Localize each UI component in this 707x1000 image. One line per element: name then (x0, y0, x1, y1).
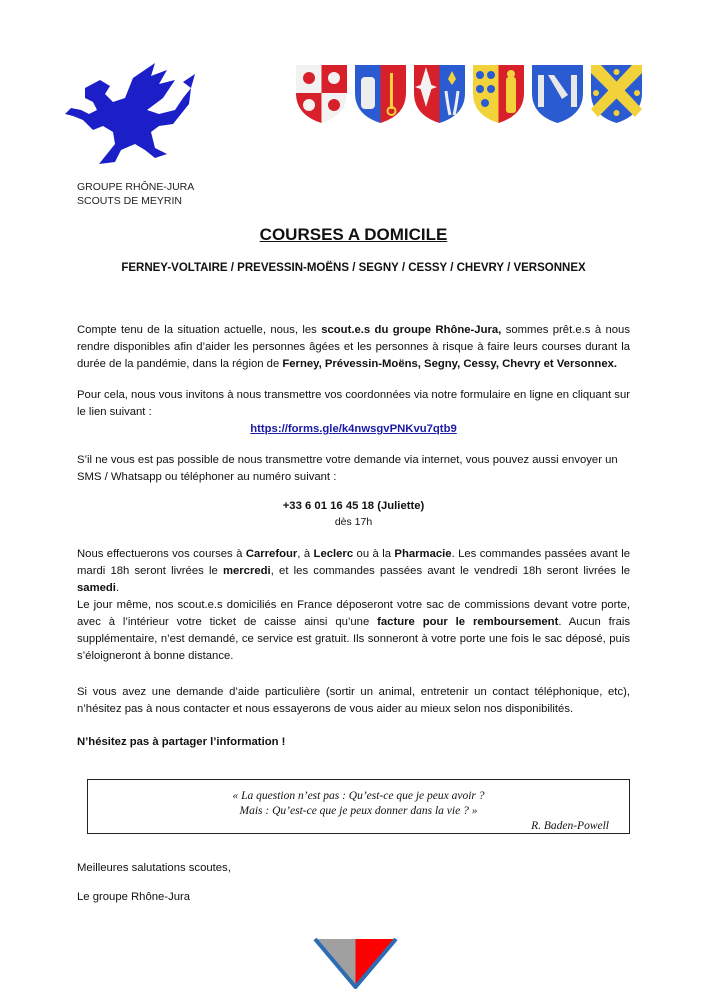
intro-bold-2: Ferney, Prévessin-Moëns, Segny, Cessy, Chevry et Versonnex. (282, 358, 618, 370)
intro-paragraph (77, 322, 630, 373)
crest-versonnex-icon (589, 63, 644, 125)
delivery-paragraph (77, 546, 630, 597)
phone-hours: dès 17h (334, 516, 373, 528)
organization-name (77, 180, 194, 208)
day-mercredi: mercredi (222, 565, 271, 577)
dropoff-text: Le jour même, nos scout.e.s domiciliés en France déposeront votre sac de commissions devant votre porte, avec à l’intérieur votre ticket de caisse ainsi qu’une (77, 599, 630, 628)
delivery-text: , et les commandes passées avant le vendredi 18h seront livrées le (270, 565, 630, 577)
crest-segny-icon (412, 63, 467, 125)
scout-triangle-icon (313, 937, 398, 989)
intro-text-2: sommes prêt.e.s à nous rendre disponibles afin d’aider les personnes âgées et les personnes à risque à faire leurs courses durant la durée de la pandémie, dans la région de (77, 324, 630, 370)
phone-number: +33 6 01 16 45 18 (Juliette) (282, 500, 425, 512)
intro-text-1: Compte tenu de la situation actuelle, nous, les (77, 324, 322, 336)
signature: Le groupe Rhône-Jura (77, 891, 191, 903)
dropoff-text: . Aucun frais supplémentaire, n’est demandé, ce service est gratuit. Ils sonneront à votre porte une fois le sac déposé, puis s’éloigneront à bonne distance. (77, 616, 631, 662)
crest-cessy-icon (471, 63, 526, 125)
municipal-crests (294, 63, 644, 125)
delivery-text: . Les commandes passées avant le mardi 18h seront livrées le (77, 548, 630, 577)
store-pharmacie: Pharmacie (394, 548, 452, 560)
dragon-icon (55, 58, 205, 176)
intro-bold-1: scout.e.s du groupe Rhône-Jura, (321, 324, 502, 336)
delivery-text: Nous effectuerons vos courses à (77, 548, 246, 560)
special-request-paragraph: Si vous avez une demande d’aide particulière (sortir un animal, entretenir un contact téléphonique, etc), n’hésitez pas à nous contacter et nous essayerons de vous aider au mieux selon nos disponibilités. (77, 686, 630, 715)
share-callout: N’hésitez pas à partager l’information ! (77, 736, 286, 748)
phone-paragraph: S’il ne vous est pas possible de nous transmettre votre demande via internet, vous pouvez aussi envoyer un SMS / Whatsapp ou téléphoner au numéro suivant : (77, 454, 618, 483)
crest-chevry-icon (530, 63, 585, 125)
org-line-1: GROUPE RHÔNE-JURA (77, 181, 195, 193)
form-paragraph: Pour cela, nous vous invitons à nous transmettre vos coordonnées via notre formulaire en ligne en cliquant sur le lien suivant : (77, 389, 630, 418)
page-title: COURSES A DOMICILE (259, 225, 448, 244)
quote-author: R. Baden-Powell (531, 820, 609, 832)
crest-ferney-icon (294, 63, 349, 125)
quote-line-2: Mais : Qu’est-ce que je peux donner dans la vie ? » (239, 805, 478, 817)
store-carrefour: Carrefour (245, 548, 298, 560)
day-samedi: samedi (77, 582, 116, 594)
crest-prevessin-icon (353, 63, 408, 125)
quote-line-1: « La question n’est pas : Qu’est-ce que je peux avoir ? (232, 790, 485, 802)
quote-box (87, 779, 630, 834)
delivery-text: , à (297, 548, 314, 560)
invoice-bold: facture pour le remboursement (377, 616, 559, 628)
org-line-2: SCOUTS DE MEYRIN (77, 195, 183, 207)
dropoff-paragraph (77, 597, 630, 665)
delivery-text: ou à la (353, 548, 395, 560)
page-subtitle: FERNEY-VOLTAIRE / PREVESSIN-MOËNS / SEGNY / CESSY / CHEVRY / VERSONNEX (121, 262, 586, 274)
form-link-row (77, 421, 630, 438)
closing-line: Meilleures salutations scoutes, (77, 862, 231, 874)
form-link[interactable]: https://forms.gle/k4nwsgvPNKvu7qtb9 (250, 423, 457, 435)
store-leclerc: Leclerc (313, 548, 354, 560)
delivery-text: . (115, 582, 120, 594)
